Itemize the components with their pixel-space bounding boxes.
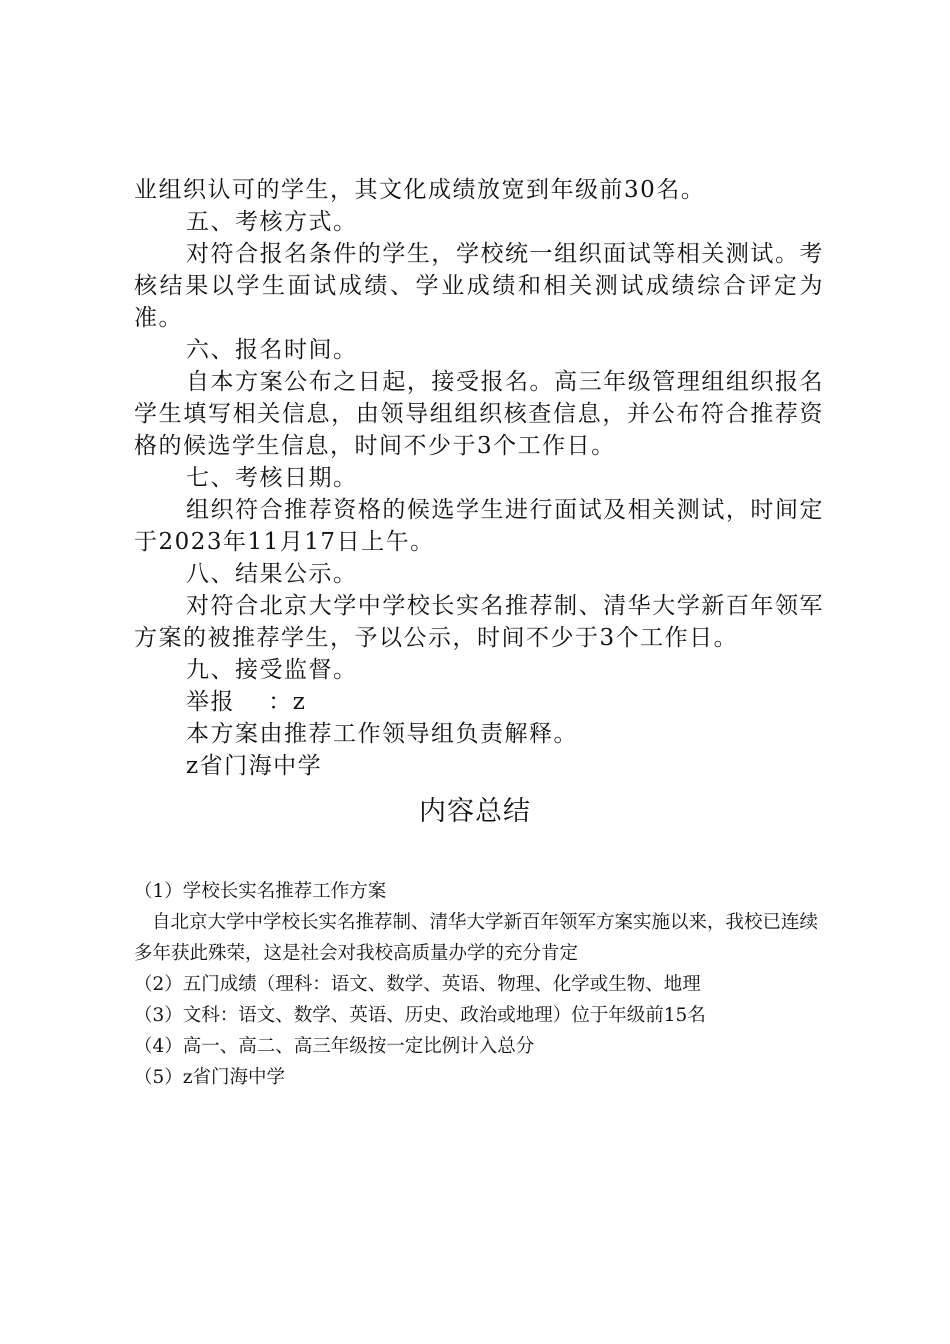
summary-item-1: （1）学校长实名推荐工作方案 (134, 881, 387, 902)
summary-item-4: （4）高一、高二、高三年级按一定比例计入总分 (134, 1036, 535, 1057)
section-heading-5: 五、考核方式。 (186, 209, 358, 235)
section-paragraph-7: 组织符合推荐资格的候选学生进行面试及相关测试，时间定于2023年11月17日上午。 (134, 497, 824, 555)
summary-item-5: （5）z省门海中学 (134, 1067, 286, 1088)
section-paragraph-5: 对符合报名条件的学生，学校统一组织面试等相关测试。考核结果以学生面试成绩、学业成绩和相关测试成绩综合评定为准。 (134, 241, 824, 331)
section-paragraph-6: 自本方案公布之日起，接受报名。高三年级管理组组织报名学生填写相关信息，由领导组组织核查信息，并公布符合推荐资格的候选学生信息，时间不少于3个工作日。 (134, 369, 824, 459)
summary-title: 内容总结 (419, 796, 531, 827)
summary-paragraph: 自北京大学中学校长实名推荐制、清华大学新百年领军方案实施以来，我校已连续多年获此殊荣，这是社会对我校高质量办学的充分肯定 (134, 912, 819, 964)
report-contact-line: 举报 ：z (186, 689, 307, 715)
section-heading-8: 八、结果公示。 (186, 561, 358, 587)
document-body (134, 174, 824, 782)
interpretation-note: 本方案由推荐工作领导组负责解释。 (186, 721, 578, 747)
summary-section (134, 876, 824, 1093)
school-signature: z省门海中学 (186, 753, 323, 779)
section-paragraph-8: 对符合北京大学中学校长实名推荐制、清华大学新百年领军方案的被推荐学生，予以公示，时间不少于3个工作日。 (134, 593, 824, 651)
section-heading-7: 七、考核日期。 (186, 465, 358, 491)
section-heading-6: 六、报名时间。 (186, 337, 358, 363)
section-heading-9: 九、接受监督。 (186, 657, 358, 683)
summary-item-3: （3）文科：语文、数学、英语、历史、政治或地理）位于年级前15名 (134, 1005, 706, 1026)
body-line-continuation: 业组织认可的学生，其文化成绩放宽到年级前30名。 (134, 177, 706, 203)
summary-item-2: （2）五门成绩（理科：语文、数学、英语、物理、化学或生物、地理 (134, 974, 701, 995)
